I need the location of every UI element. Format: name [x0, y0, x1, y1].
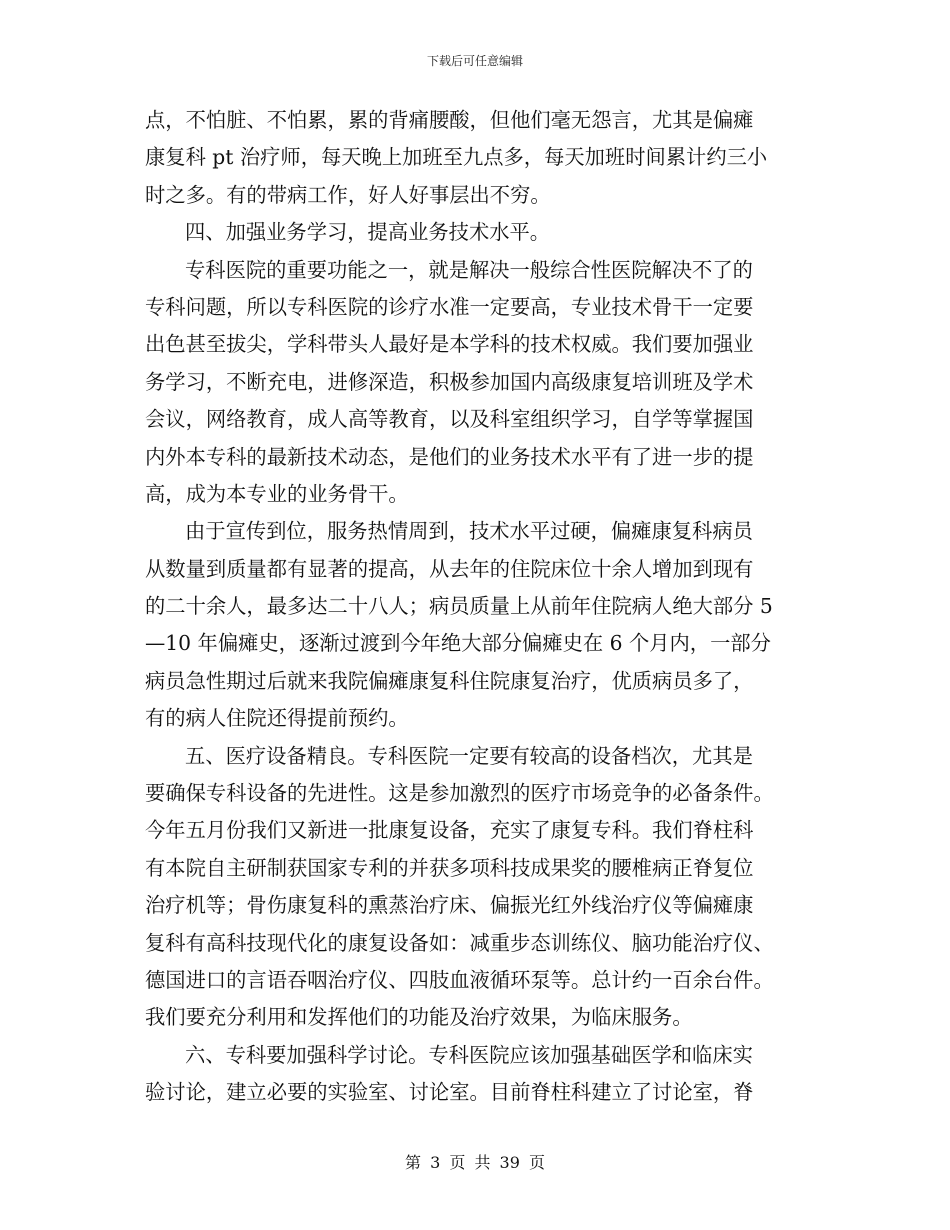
- text-line: 治疗机等；骨伤康复科的熏蒸治疗床、偏振光红外线治疗仪等偏瘫康: [145, 893, 754, 918]
- text-line: 会议，网络教育，成人高等教育，以及科室组织学习，自学等掌握国: [145, 407, 754, 432]
- text-line: 高，成为本专业的业务骨干。: [145, 481, 409, 506]
- text-line: 点，不怕脏、不怕累，累的背痛腰酸，但他们毫无怨言，尤其是偏瘫: [145, 108, 754, 132]
- page-header: 下载后可任意编辑: [426, 54, 523, 68]
- text-line: —10 年偏瘫史，逐渐过渡到今年绝大部分偏瘫史在 6 个月内，一部分: [145, 631, 771, 656]
- text-line: 今年五月份我们又新进一批康复设备，充实了康复专科。我们脊柱科: [145, 818, 754, 843]
- text-line: 六、专科要加强科学讨论。专科医院应该加强基础医学和临床实: [185, 1042, 753, 1067]
- page-footer: 第 3 页 共 39 页: [405, 1153, 545, 1172]
- text-line: 由于宣传到位，服务热情周到，技术水平过硬，偏瘫康复科病员: [185, 519, 753, 544]
- text-line: 从数量到质量都有显著的提高，从去年的住院床位十余人增加到现有: [145, 556, 754, 581]
- text-line: 有本院自主研制获国家专利的并获多项科技成果奖的腰椎病正脊复位: [145, 855, 754, 880]
- text-line: 务学习，不断充电，进修深造，积极参加国内高级康复培训班及学术: [145, 369, 754, 394]
- text-line: 有的病人住院还得提前预约。: [145, 706, 409, 731]
- text-line: 四、加强业务学习，提高业务技术水平。: [185, 220, 551, 245]
- text-line: 验讨论，建立必要的实验室、讨论室。目前脊柱科建立了讨论室，脊: [145, 1080, 754, 1105]
- text-line: 专科问题，所以专科医院的诊疗水准一定要高，专业技术骨干一定要: [145, 294, 754, 319]
- text-line: 时之多。有的带病工作，好人好事层出不穷。: [145, 182, 551, 207]
- text-line: 我们要充分利用和发挥他们的功能及治疗效果，为临床服务。: [145, 1005, 693, 1030]
- text-line: 康复科 pt 治疗师，每天晚上加班至九点多，每天加班时间累计约三小: [145, 145, 768, 170]
- text-line: 德国进口的言语吞咽治疗仪、四肢血液循环泵等。总计约一百余台件。: [145, 967, 774, 992]
- text-line: 要确保专科设备的先进性。这是参加激烈的医疗市场竞争的必备条件。: [145, 781, 774, 806]
- text-line: 内外本专科的最新技术动态，是他们的业务技术水平有了进一步的提: [145, 444, 754, 469]
- text-line: 出色甚至拔尖，学科带头人最好是本学科的技术权威。我们要加强业: [145, 332, 754, 357]
- text-line: 病员急性期过后就来我院偏瘫康复科住院康复治疗，优质病员多了，: [145, 668, 754, 693]
- text-line: 专科医院的重要功能之一，就是解决一般综合性医院解决不了的: [185, 257, 753, 282]
- text-line: 复科有高科技现代化的康复设备如：减重步态训练仪、脑功能治疗仪、: [145, 930, 774, 955]
- text-line: 五、医疗设备精良。专科医院一定要有较高的设备档次，尤其是: [185, 743, 753, 768]
- body-text: [145, 102, 810, 1112]
- text-line: 的二十余人，最多达二十八人；病员质量上从前年住院病人绝大部分 5: [145, 594, 773, 619]
